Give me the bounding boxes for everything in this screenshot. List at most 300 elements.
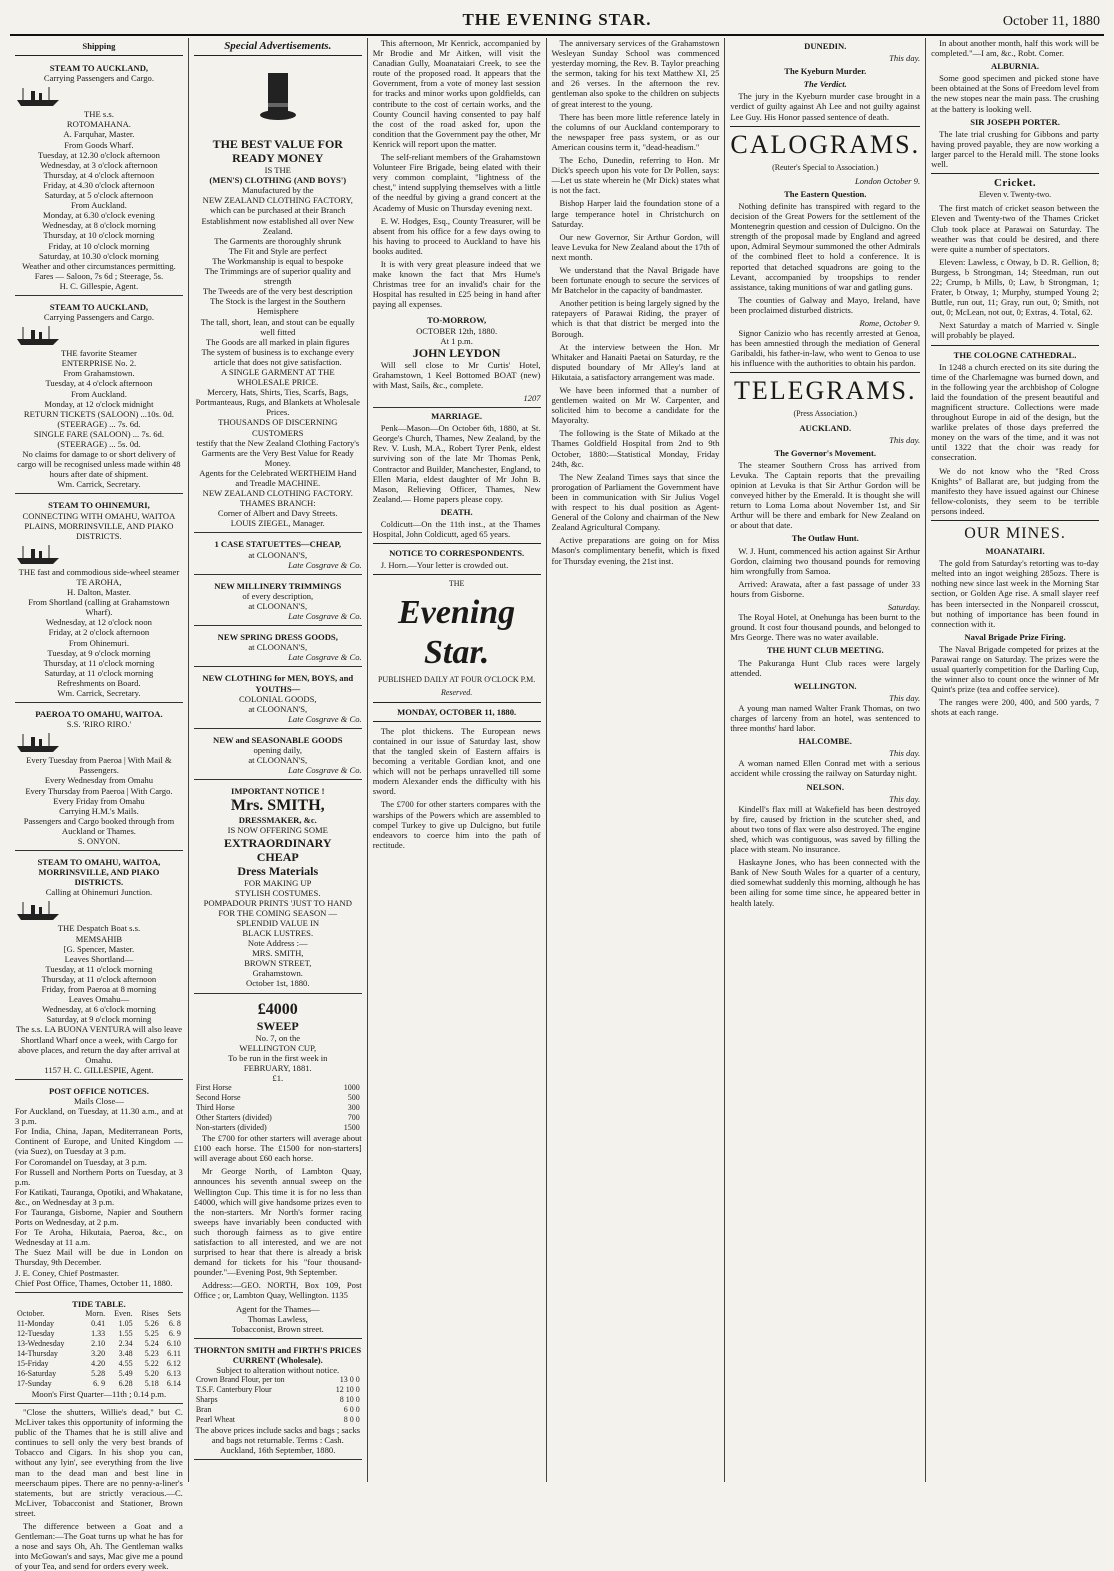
editorial-date: MONDAY, OCTOBER 11, 1880. <box>397 706 517 717</box>
table-row <box>15 1379 183 1389</box>
moon-phase: Moon's First Quarter—11th ; 0.14 p.m. <box>31 1388 167 1399</box>
halcombe-day: This day. <box>889 748 921 759</box>
rome-body: Signor Canizio who has recently arrested at Genoa, has been amnestied through the mediation of General Garibaldi, his father-in-law, who went to Genoa to use his influence with the authorities to obtain his pardon. <box>730 328 921 369</box>
shipping-ad-line: THE favorite Steamer <box>60 348 137 359</box>
tide-cell: 17-Sunday <box>17 1378 52 1388</box>
clothing-ad-line: LOUIS ZIEGEL, Manager. <box>230 518 325 529</box>
fire-body: The Royal Hotel, at Onehunga has been burnt to the ground. It cost four thousand pounds, and belonged to Mrs George. There was no water available. <box>730 612 921 643</box>
rome-dateline: Rome, October 9. <box>859 317 921 328</box>
shipping-ad-line: Friday, at 4.30 o'clock afternoon <box>43 179 155 190</box>
column-local-news-2 <box>547 38 726 1482</box>
column-advertisements <box>189 38 368 1482</box>
column-local-news <box>368 38 547 1482</box>
shipping-ad-line: Fares — Saloon, 7s 6d ; Steerage, 5s. <box>34 270 164 281</box>
smith-ad-line: POMPADOUR PRINTS 'JUST TO HAND <box>203 897 352 908</box>
cloonan-ad <box>194 670 362 728</box>
shipping-ad-line: A. Farquhar, Master. <box>63 129 135 140</box>
cloonan-ad-line: 1 CASE STATUETTES—CHEAP, <box>214 539 342 550</box>
saturday-dateline: Saturday. <box>887 602 921 613</box>
tide-table-grid <box>15 1309 183 1389</box>
tide-header-cell: Even. <box>114 1308 133 1318</box>
dunedin-day: This day. <box>889 53 921 64</box>
shipping-ads <box>15 60 183 1080</box>
shipping-ad-line: Wm. Carrick, Secretary. <box>57 479 141 490</box>
post-office-line: For Tauranga, Gisborne, Napier and Southern Ports on Wednesday, at 2 p.m. <box>15 1207 183 1228</box>
sweep-line: To be run in the first week in <box>228 1052 328 1063</box>
governor-heading: The Governor's Movement. <box>774 447 876 458</box>
tide-cell: 1.55 <box>118 1328 133 1338</box>
sweep-address: Address:—GEO. NORTH, Box 109, Post Office ; or, Lambton Quay, Wellington. 1135 <box>193 1280 362 1301</box>
shipping-ad-line: Every Friday from Omahu <box>53 795 145 806</box>
clothing-ad-line: Agents for the Celebrated WERTHEIM Hand and Treadle MACHINE. <box>199 467 357 488</box>
auckland-day: This day. <box>889 434 921 445</box>
tide-table-header <box>15 1309 183 1319</box>
table-row <box>15 1359 183 1369</box>
shipping-ad-line: Every Wednesday from Omahu <box>44 775 154 786</box>
divider <box>730 126 920 127</box>
shipping-ad <box>15 854 183 1080</box>
marriage-heading: MARRIAGE. <box>431 411 483 422</box>
tide-cell: 6. 8 <box>168 1318 181 1328</box>
prize-label: Non-starters (divided) <box>195 1123 267 1133</box>
sweep-notice: Mr George North, of Lambton Quay, announces his seventh annual sweep on the Wellington Cup. This time it is for no less than £4000, which will give handsome prizes even to the non-starters. Mr North's former racing sweeps have invariably been conducted with such thorough fairness as to give entire satisfaction to all interested, and we are not surprised to hear that there is already a brisk demand for tickets for his "four thousand-pounder."—Evening Post, 9th September. <box>193 1166 362 1278</box>
news-paragraph: The difference between a Goat and a Gentleman:—The Goat turns up what he has for a nose and says Oh, Ah. The Gentleman walks into McGowan's and says, Mac give me a pound of your Tea, and send for orders every week. <box>15 1520 183 1571</box>
tide-cell: 4.55 <box>118 1358 133 1368</box>
outlaw-body: W. J. Hunt, commenced his action against Sir Arthur Gordon, claiming two thousand pounds for removing him wrongfully from Samoa. <box>730 545 921 576</box>
clothing-ad-line: The Garments are thoroughly shrunk <box>214 235 342 246</box>
closing-paragraphs <box>15 1407 183 1571</box>
cloonan-ad-line: Late Cosgrave & Co. <box>288 652 362 663</box>
prize-label: Third Horse <box>195 1103 235 1113</box>
shipping-ad-line: Passengers and Cargo booked through from Auckland or Thames. <box>23 815 175 836</box>
post-office-title: POST OFFICE NOTICES. <box>48 1085 149 1096</box>
cloonan-ad-line: NEW CLOTHING for MEN, BOYS, and YOUTHS— <box>202 673 354 694</box>
shipping-ad-subtitle: Carrying Passengers and Cargo. <box>43 73 154 84</box>
prize-label: Second Horse <box>195 1093 241 1103</box>
tide-cell: 6.14 <box>166 1378 181 1388</box>
price-item: T.S.F. Canterbury Flour <box>195 1385 272 1395</box>
tomorrow-sale-ad <box>373 312 541 408</box>
cloonan-ad <box>194 629 362 667</box>
smith-ad-line: Note Address :— <box>247 938 308 949</box>
news-paragraph: E. W. Hodges, Esq., County Treasurer, will be absent from his office for a few days owing to his having to proceed to Auckland to have his books audited. <box>372 215 541 256</box>
london-dateline: London October 9. <box>854 175 921 186</box>
cloonan-ad <box>194 536 362 574</box>
shipping-ad-title: PAEROA TO OMAHU, WAITOA. <box>35 709 163 720</box>
cloonan-ad-line: Late Cosgrave & Co. <box>288 611 362 622</box>
evening-star-nameplate: Evening Star. <box>398 593 516 671</box>
prize-amount: 700 <box>347 1113 360 1123</box>
clothing-ad-title: THE BEST VALUE FOR READY MONEY <box>212 137 343 166</box>
thornton-smith-ad <box>194 1342 362 1461</box>
alburnia-body: Some good specimen and picked stone have been obtained at the Sons of Freedom level from the new stopes near the main pass. The crushing at the battery is looking well. <box>931 73 1099 114</box>
mines-body: The gold from Saturday's retorting was to-day melted into an ingot weighing 285ozs. There is nothing new since last week in the Morning Star section, or Golden Age rise. A small slayer reef has been intersected in the Nonpareil crosscut, but nothing of importance has been found in connection with it. <box>931 558 1099 629</box>
cloonan-ad-line: at CLOONAN'S, <box>248 549 308 560</box>
table-row <box>15 1349 183 1359</box>
sale-body: Will sell close to Mr Curtis' Hotel, Grahamstown, 1 Keel Bottomed BOAT (new) with Mast, Sails, &c., complete. <box>372 359 541 390</box>
shipping-ad-line: Leaves Omahu— <box>68 994 130 1005</box>
clothing-ad-line: THAMES BRANCH: <box>239 498 316 509</box>
shipping-ad-subtitle: Carrying Passengers and Cargo. <box>43 312 154 323</box>
tide-header-cell: Sets <box>167 1308 181 1318</box>
shipping-ad-line: Friday, from Paeroa at 8 morning <box>41 984 157 995</box>
table-row <box>194 1083 362 1093</box>
news-paragraph: The anniversary services of the Grahamstown Wesleyan Sunday School was commenced yesterday morning, the Rev. B. Taylor preaching the sermon, taking for his text Matthew XI, 25 and 26 verses. In the afternoon the rev. gentleman also spoke to the children on subjects of great interest to the young. <box>551 38 720 109</box>
tide-cell: 2.10 <box>91 1338 106 1348</box>
tide-table <box>15 1296 183 1404</box>
steamship-icon <box>15 899 183 921</box>
thornton-foot: The above prices include sacks and bags ; sacks and bags not returnable. Terms : Cash. Auckland, 16th September, 1880. <box>195 1425 361 1456</box>
clothing-ad-line: The Stock is the largest in the Southern Hemisphere <box>210 296 346 317</box>
cologne-heading: THE COLOGNE CATHEDRAL. <box>953 349 1077 360</box>
steamship-icon <box>15 324 183 346</box>
death-notice: Coldicutt—On the 11th inst., at the Thames Hospital, John Coldicutt, aged 65 years. <box>372 519 541 540</box>
tide-cell: 6.28 <box>118 1378 133 1388</box>
tide-cell: 5.22 <box>144 1358 159 1368</box>
news-paragraph: At the interview between the Hon. Mr Whitaker and Hanaiti Paetai on Saturday, re the disputed boundary of Mr Alley's land at Hikutaia, a satisfactory arrangement was made. <box>551 341 720 382</box>
prize-amount: 1000 <box>343 1083 360 1093</box>
sweep-line: FEBRUARY, 1881. <box>243 1062 312 1073</box>
prize-amount: 1500 <box>343 1123 360 1133</box>
tide-cell: 6.10 <box>166 1338 181 1348</box>
table-row <box>15 1319 183 1329</box>
tide-cell: 4.20 <box>91 1358 106 1368</box>
table-row <box>194 1405 362 1415</box>
cologne-body: In 1248 a church erected on its site during the time of the Charlemagne was burned down, and in the following year the archbishop of Cologne laid the foundation of the present beautiful and magnificent structure. Collections were made throughout Europe in aid of the design, but the warlike prelates of those days preferred the money on the wars of the time, and it was not until 1322 that the choir was ready for consecration. <box>931 361 1099 463</box>
telegrams-sub: (Press Association.) <box>793 409 858 419</box>
divider <box>931 345 1099 346</box>
editorial-leader <box>373 726 541 850</box>
table-row <box>194 1103 362 1113</box>
shipping-ad-line: (STEERAGE) ... 5s. 0d. <box>57 439 141 449</box>
tide-header-cell: Rises <box>141 1308 159 1318</box>
prize-amount: 500 <box>347 1093 360 1103</box>
verdict-body: The jury in the Kyeburn murder case brought in a verdict of guilty against Ah Lee and not guilty against Lee Guy. His Honor passed sentence of death. <box>730 91 921 122</box>
news-paragraph: "Close the shutters, Willie's dead," but C. McLiver takes this opportunity of informing the public of the Thames that he is still alive and continues to sell only the very best brands of Tobacco and Cigars. In his shop you can, without any lyin', see everything from the live man to the dead man and best line in meerschaum pipes. There are no penny-a-liner's statements, but are strictly veracious.—C. McLiver, Tobacconist and Stationer, Brown street. <box>15 1406 183 1518</box>
shipping-ad-line: No claims for damage to or short delivery of cargo will be recognised unless made within 48 hours after date of shipment. <box>17 449 181 480</box>
column-shipping <box>10 38 189 1571</box>
sweep-agent-role: Tobacconist, Brown street. <box>231 1323 324 1334</box>
shipping-ad-line: Every Tuesday from Paeroa | With Mail & Passengers. <box>26 755 172 776</box>
shipping-ad-title: STEAM TO OHINEMURI, <box>48 500 150 511</box>
tide-cell: 5.28 <box>91 1368 106 1378</box>
cloonan-ad-line: at CLOONAN'S, <box>248 755 308 766</box>
shipping-ad-line: TE AROHA, <box>76 576 122 587</box>
cloonan-ad-line: Late Cosgrave & Co. <box>288 765 362 776</box>
table-row <box>194 1375 362 1385</box>
prize-amount: 300 <box>347 1103 360 1113</box>
price-value: 8 0 0 <box>343 1415 360 1425</box>
smith-ad-line: IS NOW OFFERING SOME <box>227 825 328 836</box>
sweep-prize-table <box>194 1083 362 1133</box>
nelson-place: NELSON. <box>806 781 844 792</box>
sale-day: TO-MORROW, <box>427 315 487 326</box>
price-value: 12 10 0 <box>335 1385 360 1395</box>
cloonan-ad <box>194 578 362 626</box>
hunt-body: The Pakuranga Hunt Club races were largely attended. <box>730 657 921 678</box>
news-paragraph: Another petition is being largely signed by the ratepayers of Parawai Riding, the prayer of which is that that district be merged into the Borough. <box>551 298 720 339</box>
post-office-notices <box>15 1083 183 1293</box>
table-row <box>194 1415 362 1425</box>
smith-ad-line: SPLENDID VALUE IN <box>236 917 320 928</box>
clothing-ad-line: Manufactured by the <box>241 185 314 196</box>
cloonan-ad-line: NEW SPRING DRESS GOODS, <box>217 632 338 643</box>
sweep-agent: Agent for the Thames— <box>235 1303 320 1314</box>
cloonan-ad-line: of every description, <box>242 590 314 601</box>
shipping-ad-line: From Ohinemuri. <box>68 637 129 648</box>
tide-cell: 1.05 <box>118 1318 133 1328</box>
kyeburn-heading: The Kyeburn Murder. <box>784 66 867 77</box>
published-line: PUBLISHED DAILY AT FOUR O'CLOCK P.M. <box>377 674 536 684</box>
tide-cell: 5.18 <box>144 1378 159 1388</box>
editorial-paragraph: The plot thickens. The European news contained in our issue of Saturday last, show that the tangled skein of Eastern affairs is becoming a veritable Gordian knot, and one which will not be perhaps unravelled till some modern Alexander ends the difficulty with his sword. <box>372 725 541 797</box>
prize-label: First Horse <box>195 1083 232 1093</box>
divider <box>931 173 1099 174</box>
shipping-ad-title: STEAM TO OMAHU, WAITOA, MORRINSVILLE, AND PIAKO DISTRICTS. <box>37 857 161 888</box>
porter-heading: SIR JOSEPH PORTER. <box>970 116 1060 127</box>
shipping-ad-line: (STEERAGE) ... 7s. 6d. <box>57 418 141 429</box>
cricket-heading: Cricket. <box>993 177 1037 190</box>
telegrams-heading: TELEGRAMS. <box>734 376 917 406</box>
shipping-ad-line: Weather and other circumstances permitting. <box>22 260 176 271</box>
news-paragraph: Active preparations are going on for Miss Mason's complimentary benefit, which is fixed for Thursday evening, the 21st inst. <box>551 535 720 566</box>
news-paragraph: We understand that the Naval Brigade have been fortunate enough to secure the services of Mr Batchelor in the capacity of bandmaster. <box>551 264 720 296</box>
divider <box>730 372 920 373</box>
smith-trade: DRESSMAKER, &c. <box>238 815 317 826</box>
tide-cell: 5.20 <box>144 1368 159 1378</box>
tide-cell: 12-Tuesday <box>17 1328 55 1338</box>
issue-date: October 11, 1880 <box>1002 14 1100 29</box>
divider <box>373 702 541 703</box>
table-row <box>194 1093 362 1103</box>
special-advertisements-heading: Special Advertisements. <box>224 40 332 52</box>
cloonan-ad-line: at CLOONAN'S, <box>248 703 308 714</box>
editorial-paragraph: The £700 for other starters compares with the warships of the Powers which are assembled to compel Turkey to give up Dulcigno, but futile endeavors to coerce him into the path of rectitude. <box>372 799 541 850</box>
cloonan-ad-line: COLONIAL GOODS, <box>239 693 317 704</box>
governor-body: The steamer Southern Cross has arrived from Levuka. The Captain reports that the prevailing opinion at Levuka is that Sir Arthur Gordon will be conveyed hither by the Emerald. It is thought she will return to Loma Loma about November 1st, and Sir Arthur will be there and embark for New Zealand on or about that date. <box>730 459 921 531</box>
smith-ad-line: Grahamstown. <box>252 968 303 979</box>
tide-cell: 0.41 <box>91 1318 106 1328</box>
thornton-sub: Subject to alteration without notice. <box>216 1365 340 1375</box>
newspaper-title: THE EVENING STAR. <box>462 10 652 29</box>
cricket-body: The first match of cricket season between the Eleven and Twenty-two of the Thames Cricket Club took place at Parawai on Saturday. The weather was that could be desired, and there were quite a number of spectators. <box>931 203 1099 254</box>
shipping-ad-line: Every Thursday from Paeroa | With Cargo. <box>25 785 173 796</box>
clothing-ad-line: THOUSANDS OF DISCERNING CUSTOMERS <box>218 417 338 438</box>
post-office-line: For Russell and Northern Ports on Tuesday, at 3 p.m. <box>15 1166 183 1187</box>
table-row <box>194 1123 362 1133</box>
top-hat-icon <box>258 69 298 131</box>
post-office-lines <box>15 1106 183 1288</box>
tide-cell: 16-Saturday <box>17 1368 57 1378</box>
shipping-ad-line: THE s.s. <box>84 109 114 120</box>
shipping-ad-line: Monday, at 12 o'clock midnight <box>44 398 154 409</box>
table-row <box>194 1395 362 1405</box>
naval-body: The Naval Brigade competed for prizes at the Parawai range on Saturday. The prizes were the usual quarterly competition for the Darling Cup, the winner also to count once the winner of Mr Quint's prize (tea and coffee service). <box>931 643 1099 695</box>
price-value: 8 10 0 <box>339 1395 360 1405</box>
news-paragraph: We have been informed that a number of gentlemen waited on Mr W. Carpenter, and solicited him to become a candidate for the Mayoralty. <box>551 385 720 426</box>
divider <box>373 721 541 722</box>
shipping-ad-line: Wm. Carrick, Secretary. <box>57 687 141 698</box>
tide-cell: 1.33 <box>91 1328 106 1338</box>
clothing-ad-line: NEW ZEALAND CLOTHING FACTORY, which can be purchased at their Branch Establishment now established all over New Zealand. <box>201 195 355 236</box>
sweep-line: WELLINGTON CUP, <box>239 1042 317 1053</box>
clothing-ad-line: The Workmanship is equal to bespoke <box>212 255 344 266</box>
nelson-body: Kindell's flax mill at Wakefield has been destroyed by fire, caused by friction in the scutcher shed, and about two tons of flax were also destroyed. The engine shed, which was contiguous, was saved by filling the place with steam. No insurance. <box>730 803 921 855</box>
cloonan-ad <box>194 732 362 780</box>
post-office-line: For Auckland, on Tuesday, at 11.30 a.m., and at 3 p.m. <box>15 1106 183 1127</box>
clothing-ad-line: A SINGLE GARMENT AT THE WHOLESALE PRICE. <box>220 366 335 388</box>
shipping-heading: Shipping <box>82 41 116 51</box>
cricket-score: Eleven: Lawless, c Otway, b D. R. Gellion, 8; Burgess, b Strongman, 14; Steedman, run out 22; Crump, b Mills, 0; Law, b Strongman, 1; Frater, b Otway, 1; Murphy, stumped Young 2; Buttle, run out, 11; Gray, run out, 0; Smith, not out, 0; McLean, not out, 0; Extras, 4. Total, 62. <box>931 256 1099 318</box>
clothing-ad-line: The Trimmings are of superior quality and strength <box>204 266 351 287</box>
shipping-ad-line: Wednesday, at 12 o'clock noon <box>45 617 152 628</box>
sweep-lines <box>194 1033 362 1073</box>
tide-cell: 6.12 <box>166 1358 181 1368</box>
table-row <box>194 1385 362 1395</box>
sweep-amount: £4000 <box>257 1000 298 1018</box>
shipping-ad-subtitle: CONNECTING WITH OMAHU, WAITOA PLAINS, MORRINSVILLE, AND PIAKO DISTRICTS. <box>22 510 176 541</box>
tide-header-cell: Morn. <box>85 1308 106 1318</box>
naval-heading: Naval Brigade Prize Firing. <box>964 631 1066 642</box>
smith-name: Mrs. SMITH, <box>230 797 325 815</box>
news-paragraphs <box>373 152 541 309</box>
shipping-ad-line: Tuesday, at 9 o'clock morning <box>47 647 151 658</box>
table-row <box>15 1329 183 1339</box>
shipping-ad-title: STEAM TO AUCKLAND, <box>49 63 149 74</box>
mrs-smith-ad <box>194 783 362 993</box>
sweep-agent-name: Thomas Lawless, <box>247 1313 308 1324</box>
tide-header-cell: October. <box>17 1308 45 1318</box>
cloonan-ad-line: at CLOONAN'S, <box>248 642 308 653</box>
wellington-place: WELLINGTON. <box>793 680 857 691</box>
divider <box>194 55 362 56</box>
wellington-body: A young man named Walter Frank Thomas, on two charges of larceny from an hotel, was sentenced to three months' hard labor. <box>730 702 921 734</box>
cloonan-ad-line: NEW MILLINERY TRIMMINGS <box>214 580 342 591</box>
shipping-ad-line: Friday, at 10 o'clock morning <box>48 240 150 251</box>
shipping-ad-line: From Goods Wharf. <box>64 139 134 150</box>
thornton-price-table <box>194 1375 362 1425</box>
shipping-ad-line: 1157 H. C. GILLESPIE, Agent. <box>44 1064 154 1075</box>
smith-ad-line: FOR THE COMING SEASON — <box>218 907 338 918</box>
shipping-ad-line: Saturday, at 11 o'clock morning <box>44 667 154 678</box>
table-row <box>194 1113 362 1123</box>
cloonan-ad-line: Late Cosgrave & Co. <box>288 713 362 724</box>
cricket-next: Next Saturday a match of Married v. Single will probably be played. <box>931 320 1099 341</box>
price-item: Bran <box>195 1405 212 1415</box>
shipping-ad-line: Wednesday, at 8 o'clock morning <box>42 220 156 231</box>
clothing-ad-line: The Goods are all marked in plain figures <box>206 336 350 347</box>
shipping-ad-line: SINGLE FARE (SALOON) ... 7s. 6d. <box>33 428 165 439</box>
shipping-ad-line: Saturday, at 9 o'clock morning <box>46 1014 152 1025</box>
tide-table-title: TIDE TABLE. <box>72 1298 126 1309</box>
steamship-icon <box>15 85 183 107</box>
divider <box>15 55 183 56</box>
smith-ad-line: BROWN STREET, <box>244 958 312 969</box>
tide-cell: 6. 9 <box>93 1378 106 1388</box>
clothing-ad-lines <box>194 185 362 528</box>
steamship-icon <box>15 731 183 753</box>
shipping-ad-line: Refreshments on Board. <box>57 677 141 688</box>
smith-ad-line: BLACK LUSTRES. <box>242 928 314 938</box>
halcombe-body: A woman named Ellen Conrad met with a serious accident while crossing the railway on Saturday night. <box>730 758 921 779</box>
shipping-ad-line: Thursday, at 11 o'clock afternoon <box>41 973 157 984</box>
shipping-ad-line: Tuesday, at 12.30 o'clock afternoon <box>37 149 160 160</box>
news-paragraph: In about another month, half this work will be completed."—I am, &c., Robt. Comer. <box>931 38 1099 59</box>
smith-ad-line: MRS. SMITH, <box>252 948 304 959</box>
divider <box>931 520 1099 521</box>
shipping-ad-subtitle: Calling at Ohinemuri Junction. <box>45 887 153 898</box>
clothing-ad-line: The tall, short, lean, and stout can be equally well fitted <box>200 316 355 337</box>
correspondents-notice: J. Horn.—Your letter is crowded out. <box>380 560 509 571</box>
shipping-ad-line: Thursday, at 4 o'clock afternoon <box>43 169 155 180</box>
shipping-ad-line: Carrying H.M.'s Mails. <box>59 805 139 816</box>
mines-heading: OUR MINES. <box>964 525 1066 543</box>
sweep-ad <box>194 997 362 1339</box>
alburnia-heading: ALBURNIA. <box>991 61 1040 72</box>
shipping-ad <box>15 60 183 296</box>
shipping-ad <box>15 706 183 851</box>
clothing-ad-line: The Tweeds are of the very best description <box>202 286 353 297</box>
thornton-title: THORNTON SMITH and FIRTH'S PRICES CURRENT (Wholesale). <box>194 1344 362 1365</box>
calograms-sub: (Reuter's Special to Association.) <box>772 162 879 172</box>
news-paragraph: There has been more little reference lately in the columns of our Auckland contemporary to the newspaper free pass system, or as our American cousins term it, "dead-headism." <box>551 111 720 152</box>
shipping-ad-line: THE Despatch Boat s.s. <box>57 923 141 934</box>
correspondents-heading: NOTICE TO CORRESPONDENTS. <box>389 548 525 559</box>
shipping-ad-line: From Auckland. <box>70 200 127 211</box>
post-office-line: For India, China, Japan, Mediterranean Ports, Continent of Europe, and United Kingdom — (via Suez), on Tuesday at 3 p.m. <box>15 1126 183 1157</box>
shipping-ad-line: [G. Spencer, Master. <box>63 943 135 954</box>
smith-header: IMPORTANT NOTICE ! <box>231 786 325 797</box>
shipping-ad-line: Saturday, at 5 o'clock afternoon <box>44 190 154 201</box>
sweep-title: SWEEP <box>256 1018 299 1033</box>
nelson-body-2: Haskayne Jones, who has been connected with the Bank of New South Wales for a quarter of a century, died somewhat suddenly this morning, although he has been ailing for some time since, he appeared better in health lately. <box>730 857 921 908</box>
cricket-sub: Eleven v. Twenty-two. <box>979 190 1052 200</box>
shipping-ad-line: ROTOMAHANA. <box>66 119 131 130</box>
post-office-line: For Katikati, Tauranga, Opotiki, and Whakatane, &c., on Wednesday at 3 p.m. <box>15 1186 183 1207</box>
verdict-heading: The Verdict. <box>803 79 847 90</box>
post-office-line: For Te Aroha, Hikutaia, Paeroa, &c., on Wednesday at 11 a.m. <box>15 1227 183 1248</box>
tide-cell: 6.11 <box>167 1348 181 1358</box>
post-office-subtitle: Mails Close— <box>73 1095 124 1106</box>
table-row <box>15 1339 183 1349</box>
sale-number: 1207 <box>523 393 541 403</box>
tide-cell: 5.26 <box>144 1318 159 1328</box>
price-item: Pearl Wheat <box>195 1415 236 1425</box>
tide-cell: 15-Friday <box>17 1358 49 1368</box>
auckland-place: AUCKLAND. <box>799 422 852 433</box>
tide-cell: 6.13 <box>166 1368 181 1378</box>
smith-ad-line: EXTRAORDINARY <box>223 835 332 850</box>
price-item: Crown Brand Flour, per ton <box>195 1375 285 1385</box>
cloonan-ad-line: at CLOONAN'S, <box>248 600 308 611</box>
tide-cell: 3.48 <box>118 1348 133 1358</box>
news-paragraphs <box>552 112 720 566</box>
shipping-ad <box>15 299 183 495</box>
tide-cell: 3.20 <box>91 1348 106 1358</box>
tide-cell: 5.24 <box>144 1338 159 1348</box>
tide-cell: 5.25 <box>144 1328 159 1338</box>
marriage-notice: Penk—Mason—On October 6th, 1880, at St. George's Church, Thames, New Zealand, by the Rev. V. Lush, M.A., Robert Tyrer Penk, eldest surviving son of the late Mr Thomas Penk, Contractor and Builder, Manchester, England, to Ellen Maria, eldest daughter of Mr John B. Mason, Relieving Officer, Thames, New Zealand.— Home papers please copy. <box>372 423 541 504</box>
sale-time: At 1 p.m. <box>440 335 473 346</box>
sale-date: OCTOBER 12th, 1880. <box>416 325 498 336</box>
eastern-question-heading: The Eastern Question. <box>784 188 867 199</box>
shipping-ad-line: S. ONYON. <box>77 836 121 846</box>
price-value: 6 0 0 <box>343 1405 360 1415</box>
eastern-question-body: Nothing definite has transpired with regard to the decision of the Great Powers for the settlement of the Montenegrin question and cession of Dulcigno. On the strength of the proposal made by England and agreed upon, Admiral Seymour summoned the other Admirals of the combined fleet to hold a conference. It is reported that detached squadrons are going to the Levant, accompanied by troopships to render assistance, taking munitions of war and gatling guns. <box>730 200 921 292</box>
news-paragraph: The New Zealand Times says that since the prorogation of Parliament the Government have been in communication with Sir Julius Vogel with respect to his dual position as Agent-General of the Colony and chairman of the New Zealand Agricultural Company. <box>551 471 720 533</box>
shipping-ad-line: RETURN TICKETS (SALOON) ...10s. 0d. <box>23 408 174 419</box>
shipping-ad <box>15 497 183 703</box>
